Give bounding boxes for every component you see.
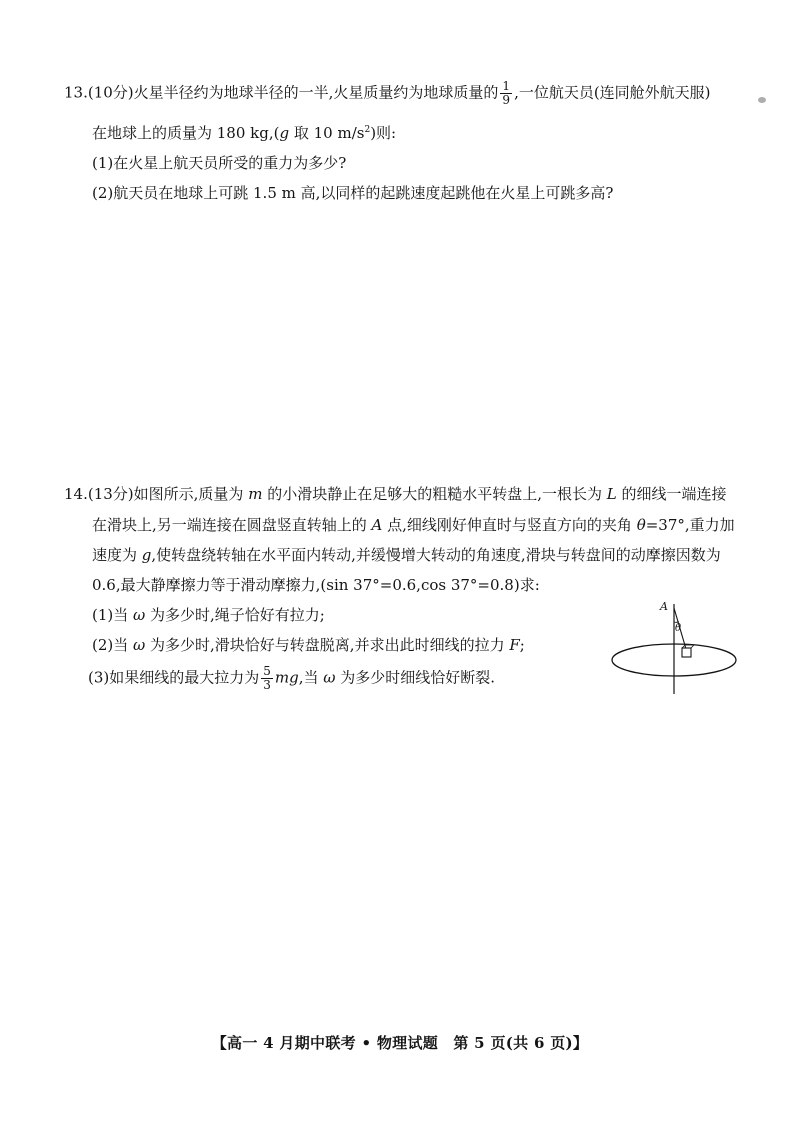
turntable-diagram	[608, 598, 748, 694]
page-footer: 【高一 4 月期中联考 • 物理试题 第 5 页(共 6 页)】	[211, 1034, 589, 1052]
q14-text: 的小滑块静止在足够大的粗糙水平转盘上,一根长为	[262, 485, 607, 503]
symbol-F: F	[509, 636, 520, 654]
slider-block	[682, 648, 691, 657]
q14-text: =37°,重力加	[645, 516, 735, 534]
q13-line-2	[92, 122, 396, 144]
mass-ratio-fraction	[500, 80, 512, 107]
fraction-numerator: 1	[502, 79, 511, 93]
q14-text: 速度为	[92, 546, 142, 564]
q14-text: 14.(13分)如图所示,质量为	[64, 485, 249, 503]
q14-line-1	[64, 483, 726, 505]
q13-text: )则:	[370, 124, 397, 142]
block-edge	[691, 645, 694, 648]
q13-line-1	[64, 80, 711, 107]
q13-subquestion-1: (1)在火星上航天员所受的重力为多少?	[92, 154, 347, 172]
q13-text: 取 10 m/s	[289, 124, 365, 142]
symbol-omega: ω	[133, 606, 146, 624]
q14-text: (2)当	[92, 636, 134, 654]
superscript: 2	[364, 125, 371, 135]
point-A-label: A	[660, 600, 668, 613]
q13-text: 在地球上的质量为 180 kg,(	[92, 124, 280, 142]
q13-text: ,一位航天员(连同舱外航天服)	[514, 83, 711, 102]
symbol-A: A	[371, 516, 383, 534]
theta-label: θ	[675, 623, 682, 634]
q14-line-4: 0.6,最大静摩擦力等于滑动摩擦力,(sin 37°=0.6,cos 37°=0.8)求:	[92, 576, 540, 594]
q14-text: 为多少时细线恰好断裂.	[335, 668, 496, 687]
symbol-mg: mg	[274, 668, 299, 687]
symbol-L: L	[606, 485, 617, 503]
fraction-denominator: 9	[502, 93, 511, 107]
fraction-denominator: 3	[263, 678, 271, 692]
q14-line-2	[92, 514, 735, 536]
scan-speck	[758, 97, 766, 103]
q14-subquestion-2	[92, 634, 525, 656]
symbol-m: m	[248, 485, 263, 503]
q14-text: (1)当	[92, 606, 134, 624]
q14-text: ;	[519, 636, 525, 654]
q14-subquestion-3	[88, 665, 495, 692]
q14-text: 为多少时,滑块恰好与转盘脱离,并求出此时细线的拉力	[145, 636, 510, 654]
symbol-g: g	[279, 124, 290, 142]
q13-text: 13.(10分)火星半径约为地球半径的一半,火星质量约为地球质量的	[64, 83, 499, 102]
symbol-omega: ω	[323, 668, 336, 687]
symbol-theta: θ	[636, 516, 646, 534]
q14-text: 点,细线刚好伸直时与竖直方向的夹角	[382, 516, 637, 534]
symbol-g: g	[141, 546, 152, 564]
symbol-omega: ω	[133, 636, 146, 654]
q14-text: (3)如果细线的最大拉力为	[88, 668, 260, 687]
q14-line-3	[92, 544, 721, 566]
q14-text: 为多少时,绳子恰好有拉力;	[145, 606, 325, 624]
q14-subquestion-1	[92, 604, 325, 626]
q13-subquestion-2: (2)航天员在地球上可跳 1.5 m 高,以同样的起跳速度起跳他在火星上可跳多高?	[92, 184, 614, 202]
q14-text: ,使转盘绕转轴在水平面内转动,并缓慢增大转动的角速度,滑块与转盘间的动摩擦因数为	[151, 546, 721, 564]
q14-text: 的细线一端连接	[616, 485, 727, 503]
q14-text: 在滑块上,另一端连接在圆盘竖直转轴上的	[92, 516, 372, 534]
fraction-numerator: 5	[263, 664, 271, 678]
q14-text: ,当	[298, 668, 324, 687]
max-tension-fraction	[261, 665, 273, 692]
